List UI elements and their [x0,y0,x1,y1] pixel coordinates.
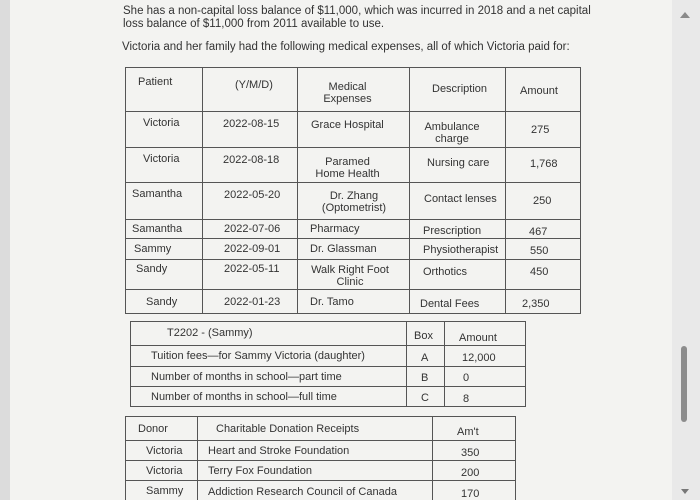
scroll-down-icon[interactable] [681,489,689,494]
intro-line-3: Victoria and her family had the following medical expenses, all of which Victoria paid for: [122,41,570,53]
donations-header-row [126,417,516,441]
t2202-amount: 0 [463,372,470,384]
provider-cell: Dr. Glassman [310,243,377,255]
medical-header-row [126,68,581,112]
date-cell: 2022-08-15 [223,118,280,130]
amount-cell: 275 [531,124,550,136]
t2202-amount: 12,000 [462,352,496,364]
t2202-table [130,321,526,407]
amount-cell: 350 [461,447,480,459]
provider-cell: Grace Hospital [311,119,384,131]
amount-cell: 200 [461,467,480,479]
medical-row [126,220,581,239]
patient-cell: Victoria [143,117,180,129]
description-cell: Nursing care [427,157,490,169]
header-amount: Amount [520,85,558,97]
date-cell: 2022-08-18 [223,154,280,166]
provider-cell: Walk Right Foot Clinic [311,264,389,288]
date-cell: 2022-09-01 [224,243,281,255]
org-cell: Addiction Research Council of Canada [208,486,397,498]
t2202-row [131,367,526,387]
amount-cell: 2,350 [522,298,550,310]
scroll-up-icon[interactable] [680,12,690,18]
header-receipts: Charitable Donation Receipts [216,423,360,435]
patient-cell: Samantha [132,188,183,200]
t2202-box: C [421,392,429,404]
t2202-amount-header: Amount [459,332,497,344]
t2202-row [131,387,526,407]
date-cell: 2022-05-20 [224,189,281,201]
medical-row [126,183,581,220]
patient-cell: Sammy [134,243,172,255]
t2202-header-row [131,322,526,346]
org-cell: Terry Fox Foundation [208,465,312,477]
header-description: Description [432,83,488,95]
date-cell: 2022-07-06 [224,223,281,235]
amount-cell: 170 [461,488,480,500]
description-cell: Orthotics [423,266,468,278]
medical-row [126,290,581,314]
medical-row [126,239,581,260]
donor-cell: Victoria [146,445,183,457]
intro-line-2: loss balance of $11,000 from 2011 available to use. [123,18,385,30]
t2202-box: A [421,352,429,364]
medical-row [126,148,581,183]
date-cell: 2022-05-11 [224,263,280,275]
header-donor: Donor [138,423,168,435]
medical-row [126,112,581,148]
t2202-amount: 8 [463,393,470,405]
medical-expenses-table [125,67,581,314]
patient-cell: Sandy [136,263,168,275]
t2202-label: Number of months in school—part time [151,371,342,383]
patient-cell: Victoria [143,153,180,165]
t2202-box: B [421,372,429,384]
header-amount: Am't [457,426,479,438]
donor-cell: Victoria [146,465,183,477]
description-cell: Physiotherapist [423,244,499,256]
provider-cell: Dr. Zhang (Optometrist) [321,190,387,214]
t2202-label: Tuition fees—for Sammy Victoria (daughter) [151,350,365,362]
provider-cell: Dr. Tamo [310,296,354,308]
t2202-row [131,346,526,367]
donation-row [126,481,516,500]
description-cell: Dental Fees [420,298,480,310]
patient-cell: Sandy [146,296,178,308]
scrollbar-thumb[interactable] [681,346,687,422]
amount-cell: 250 [533,195,552,207]
amount-cell: 550 [530,245,549,257]
header-date: (Y/M/D) [235,79,273,91]
description-cell: Prescription [423,225,482,237]
intro-line-1: She has a non-capital loss balance of $11,000, which was incurred in 2018 and a net capital [123,5,591,17]
medical-row [126,260,581,290]
donor-cell: Sammy [146,485,184,497]
description-cell: Contact lenses [424,193,497,205]
header-medical-expenses: Medical Expenses [323,81,372,105]
org-cell: Heart and Stroke Foundation [208,445,350,457]
description-cell: Ambulance charge [424,121,480,145]
header-patient: Patient [138,76,173,88]
donation-row [126,461,516,481]
amount-cell: 467 [529,226,548,238]
date-cell: 2022-01-23 [224,296,281,308]
donation-row [126,441,516,461]
provider-cell: Paramed Home Health [315,156,380,180]
page-left-edge [0,0,10,500]
t2202-box-header: Box [414,330,433,342]
t2202-title: T2202 - (Sammy) [167,327,253,339]
amount-cell: 1,768 [530,158,558,170]
donations-table [125,416,516,500]
provider-cell: Pharmacy [310,223,360,235]
vertical-scrollbar[interactable] [672,0,700,500]
amount-cell: 450 [530,266,549,278]
patient-cell: Samantha [132,223,183,235]
t2202-label: Number of months in school—full time [151,391,337,403]
